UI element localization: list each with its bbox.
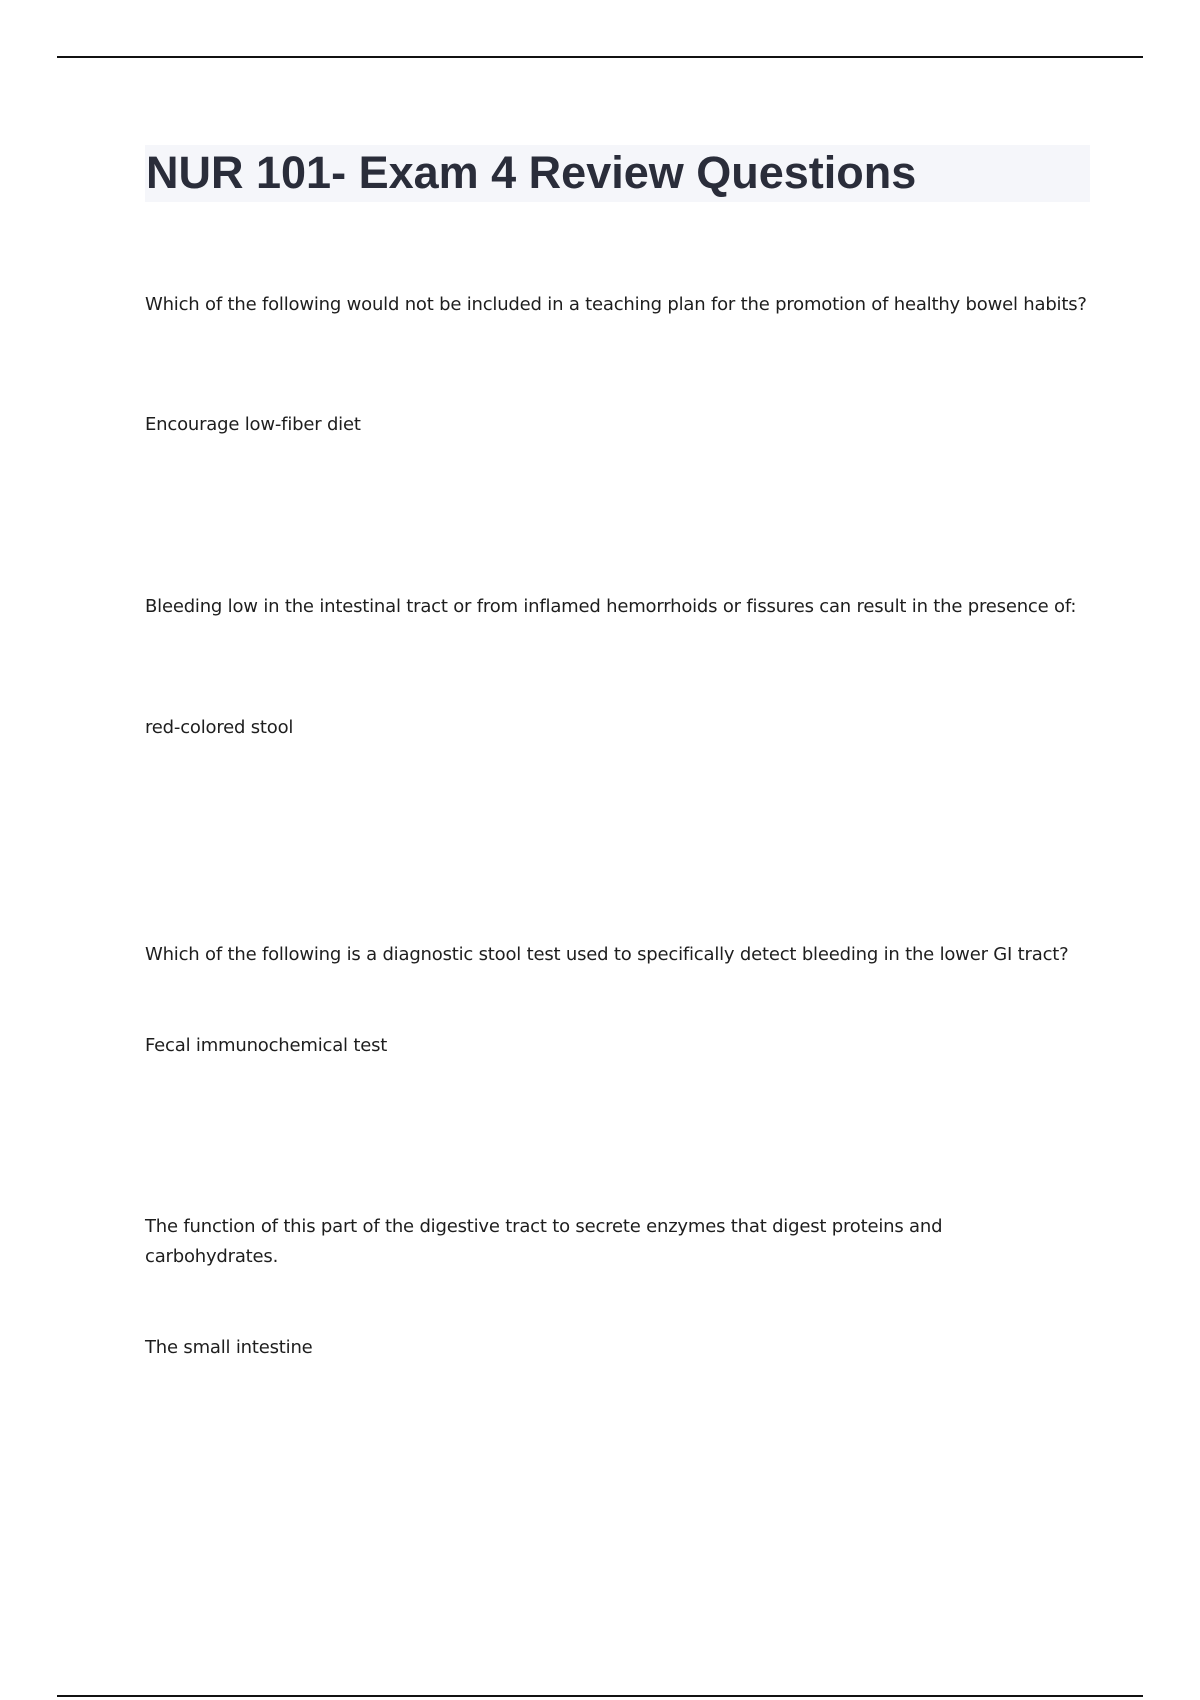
answer-4: The small intestine [145,1337,313,1358]
question-3: Which of the following is a diagnostic stool test used to specifically detect bleeding in the lower GI tract? [145,944,1069,965]
title-banner [145,145,1090,202]
answer-2: red-colored stool [145,717,294,738]
answer-3: Fecal immunochemical test [145,1035,388,1056]
question-4: The function of this part of the digestive tract to secrete enzymes that digest proteins and carbohydrates. [145,1216,943,1267]
question-2: Bleeding low in the intestinal tract or from inflamed hemorrhoids or fissures can result in the presence of: [145,596,1077,617]
question-1: Which of the following would not be included in a teaching plan for the promotion of healthy bowel habits? [145,294,1087,315]
top-divider [57,56,1143,58]
answer-1: Encourage low-fiber diet [145,414,361,435]
bottom-divider [57,1695,1143,1697]
page-title: NUR 101- Exam 4 Review Questions [146,147,917,198]
